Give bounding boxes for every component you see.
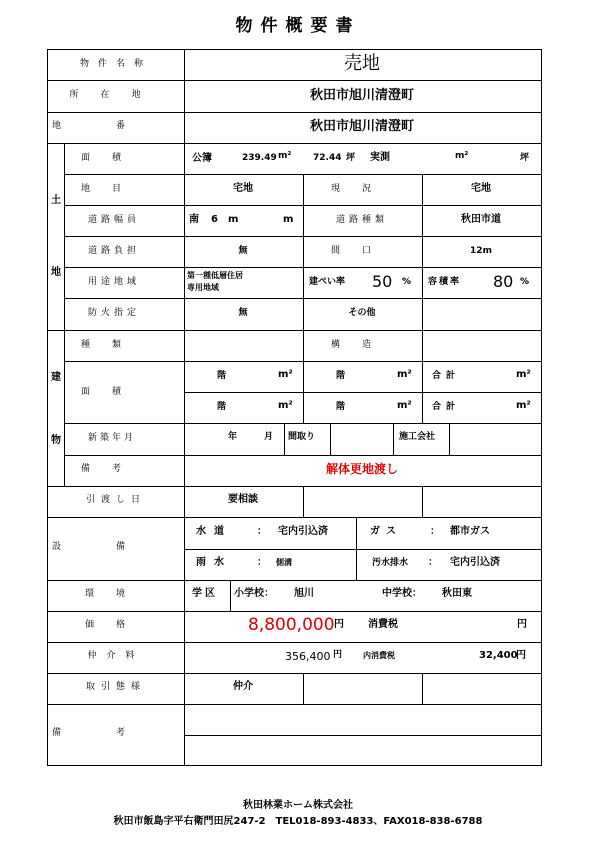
layout-label: 間取り <box>288 432 316 442</box>
building-area-label: 面積 <box>80 387 144 397</box>
price-yen: 円 <box>334 619 344 630</box>
property-name-label: 物件名称 <box>79 59 153 69</box>
footer-company: 秋田林業ホーム株式会社 <box>243 800 353 811</box>
road-type-value: 秋田市道 <box>461 214 501 225</box>
chimoku-value: 宅地 <box>233 183 253 194</box>
remarks-label: 備考 <box>51 728 181 738</box>
coverage-value: 50 <box>372 272 393 291</box>
floor-sqm-unit-2: m² <box>397 369 412 380</box>
page-title: 物件概要書 <box>235 16 361 36</box>
building-remarks-value: 解体更地渡し <box>325 462 399 476</box>
total-sqm-unit-2: m² <box>516 400 531 411</box>
road-width-unit: m <box>228 214 239 225</box>
total-label-1: 合計 <box>432 371 461 381</box>
road-type-label: 道路種類 <box>335 215 389 225</box>
junior-label: 中学校： <box>382 588 422 599</box>
road-burden-value: 無 <box>238 246 248 256</box>
floor-sqm-unit-4: m² <box>397 400 412 411</box>
gas-value: 都市ガス <box>450 526 490 537</box>
floor-label-3: 階 <box>217 402 227 412</box>
month-label: 月 <box>264 432 274 442</box>
tax-included-yen: 円 <box>516 650 526 661</box>
floor-label-4: 階 <box>336 402 346 412</box>
land-area-label: 面積 <box>80 153 144 163</box>
total-label-2: 合計 <box>432 402 461 412</box>
handover-value: 要相談 <box>228 494 258 505</box>
road-burden-label: 道路負担 <box>87 246 141 256</box>
consumption-tax-label: 消費税 <box>368 619 398 630</box>
floor-label-1: 階 <box>217 371 227 381</box>
elementary-label: 小学校： <box>234 588 274 599</box>
land-section-label-1: 土 <box>51 195 61 206</box>
consumption-tax-yen: 円 <box>517 619 527 630</box>
water-colon: ： <box>257 526 267 537</box>
location-value: 秋田市旭川清澄町 <box>309 88 415 103</box>
commission-yen: 円 <box>333 650 343 660</box>
area-tsubo-value: 72.44 <box>313 153 342 163</box>
area-sqm-value: 239.49 <box>242 153 277 163</box>
commission-value: 356,400 <box>285 650 331 663</box>
zoning-value-line-2: 専用地域 <box>187 283 219 292</box>
actual-sqm-unit: m² <box>455 151 469 161</box>
price-label: 価格 <box>84 620 148 630</box>
road-width-label: 道路幅員 <box>87 215 141 225</box>
transaction-label: 取引態様 <box>85 682 147 692</box>
structure-label: 構造 <box>330 340 394 350</box>
sewage-colon: ： <box>428 557 438 568</box>
rain-colon: ： <box>257 557 267 568</box>
coverage-unit: % <box>402 277 412 287</box>
floor-sqm-unit-3: m² <box>278 400 293 411</box>
commission-label: 仲介料 <box>87 651 145 661</box>
gas-colon: ： <box>430 526 440 537</box>
price-value: 8,800,000 <box>248 615 335 635</box>
year-label: 年 <box>228 432 238 442</box>
road-width-value: 6 <box>211 214 218 225</box>
transaction-value: 仲介 <box>233 681 253 692</box>
property-name-value: 売地 <box>344 53 380 74</box>
environment-label: 環境 <box>84 589 148 599</box>
frontage-label: 間口 <box>330 246 394 256</box>
lot-number-value: 秋田市旭川清澄町 <box>309 119 415 134</box>
far-value: 80 <box>493 272 514 291</box>
elementary-value: 旭川 <box>294 588 314 599</box>
gas-label: ガス <box>370 526 402 537</box>
coverage-label: 建ぺい率 <box>309 277 346 287</box>
location-label: 所在地 <box>69 90 163 100</box>
zoning-label: 用途地域 <box>87 277 141 287</box>
floor-label-2: 階 <box>336 371 346 381</box>
far-unit: % <box>520 277 530 287</box>
water-label: 水道 <box>196 526 232 537</box>
far-label: 容積率 <box>428 277 462 287</box>
tsubo-unit: 坪 <box>346 153 356 163</box>
fire-label: 防火指定 <box>87 308 141 318</box>
area-actual-label: 実測 <box>370 152 390 163</box>
tax-included-label: 内消費税 <box>363 651 395 660</box>
sewage-value: 宅内引込済 <box>450 557 500 568</box>
frontage-value: 12m <box>470 246 492 256</box>
floor-sqm-unit-1: m² <box>278 369 293 380</box>
builder-label: 施工会社 <box>399 432 436 442</box>
land-section-label-2: 地 <box>51 267 61 278</box>
tax-included-value: 32,400 <box>479 650 518 661</box>
sewage-label: 汚水排水 <box>372 558 409 568</box>
facilities-label: 設備 <box>51 542 181 552</box>
building-remarks-label: 備考 <box>80 464 144 474</box>
genkyo-value: 宅地 <box>471 183 491 194</box>
zoning-value-line-1: 第一種低層住居 <box>187 271 243 280</box>
building-section-label-2: 物 <box>51 435 61 446</box>
building-section-label-1: 建 <box>51 372 61 383</box>
road-direction: 南 <box>189 214 199 225</box>
handover-label: 引渡し日 <box>85 495 147 505</box>
fire-value: 無 <box>238 308 248 318</box>
actual-tsubo-unit: 坪 <box>520 153 530 163</box>
lot-number-label: 地番 <box>51 121 181 131</box>
building-type-label: 種類 <box>80 340 144 350</box>
water-value: 宅内引込済 <box>278 526 328 537</box>
sqm-unit: m² <box>278 151 292 161</box>
built-date-label: 新築年月 <box>87 433 137 443</box>
area-koubo-label: 公簿 <box>192 153 212 164</box>
junior-value: 秋田東 <box>442 588 472 599</box>
total-sqm-unit-1: m² <box>516 369 531 380</box>
school-district-label: 学区 <box>192 588 218 599</box>
road-width-unit-2: m <box>283 214 294 225</box>
footer-address: 秋田市飯島字平右衛門田尻247-2 TEL018-893-4833、FAX018-838-6788 <box>113 816 483 827</box>
rain-value: 側溝 <box>276 558 292 567</box>
rain-label: 雨水 <box>196 557 232 568</box>
chimoku-label: 地目 <box>80 184 144 194</box>
other-label: その他 <box>348 308 376 318</box>
genkyo-label: 現況 <box>330 184 394 194</box>
